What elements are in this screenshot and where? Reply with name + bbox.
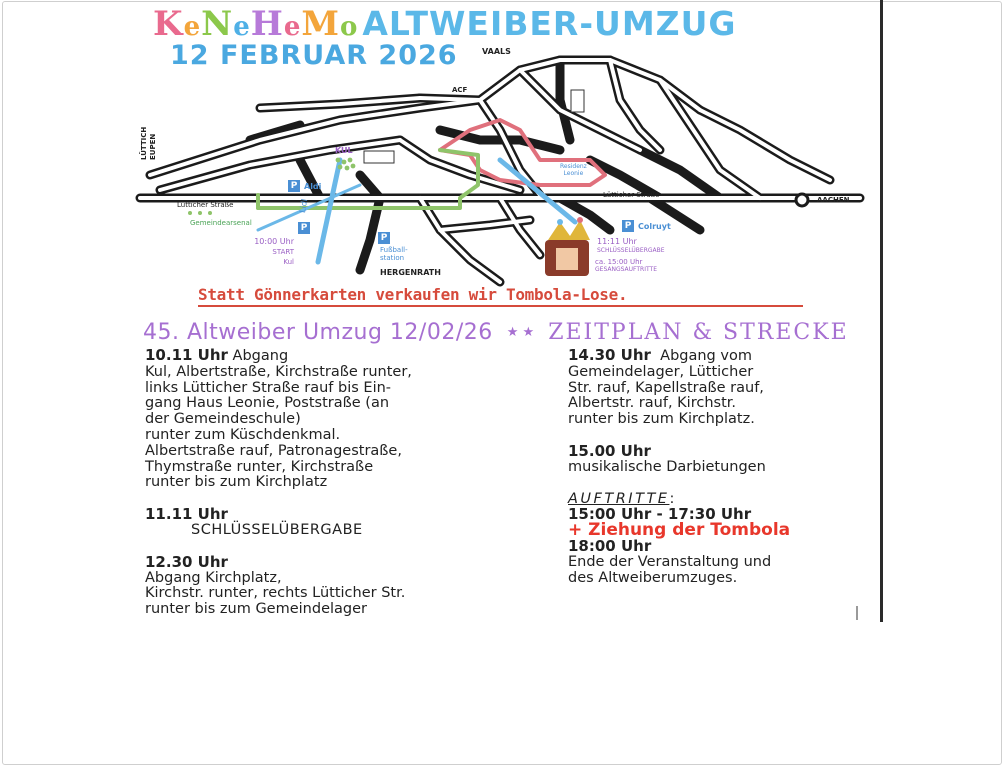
- time-1500: 15.00 Uhr: [568, 441, 651, 460]
- parking-icon-lidl: P: [298, 222, 310, 234]
- time-range-performances: 15:00 Uhr - 17:30 Uhr: [568, 505, 752, 524]
- line: Thymstraße runter, Kirchstraße: [145, 458, 374, 475]
- parking-icon-colruyt: P: [622, 220, 634, 232]
- road-luetticher-strasse-right: Lütticher Straße: [603, 191, 660, 199]
- place-vaals: VAALS: [482, 47, 511, 56]
- parking-icon-fussballstation: P: [378, 232, 390, 244]
- start-note: [232, 237, 294, 267]
- section-heading: [143, 320, 849, 345]
- line: Kirchstr. runter, rechts Lütticher Str.: [145, 585, 406, 602]
- place-gemeindearsenal: Gemeindearsenal: [190, 219, 252, 227]
- key-note-text: SCHLÜSSELÜBERGABE: [597, 247, 665, 254]
- start-note-line2: START: [272, 248, 294, 256]
- line: Gemeindelager, Lütticher: [568, 363, 754, 380]
- schedule-left: [145, 348, 545, 634]
- parking-icon-aldi: P: [288, 180, 300, 192]
- brand-letter: N: [201, 4, 234, 44]
- line: runter bis zum Kirchplatz: [145, 474, 328, 491]
- brand-letter: K: [153, 4, 184, 44]
- time-1011: 10.11 Uhr: [145, 346, 228, 364]
- line: gang Haus Leonie, Poststraße (an: [145, 395, 390, 412]
- schedule-block-1011: [145, 348, 545, 491]
- place-residenz-leonie: Residenz Leonie: [560, 163, 587, 177]
- tombola-banner: Statt Gönnerkarten verkaufen wir Tombola-Lose.: [198, 285, 803, 307]
- line: Albertstraße rauf, Patronagestraße,: [145, 442, 402, 459]
- heading-schedule: ZEITPLAN & STRECKE: [548, 320, 849, 345]
- roundabout-icon: [796, 194, 808, 206]
- place-aldi: Aldi: [304, 182, 322, 191]
- schedule-block-1230: [145, 552, 545, 618]
- line: links Lütticher Straße rauf bis Ein-: [145, 379, 392, 396]
- brand-letter: H: [250, 4, 284, 44]
- start-note-line3: Kul: [283, 258, 294, 266]
- place-kul: KUL: [335, 146, 353, 155]
- line: des Altweiberumzuges.: [568, 569, 738, 586]
- song-note-time: ca. 15:00 Uhr: [595, 258, 643, 266]
- gemeindearsenal-marker: [188, 211, 212, 215]
- time-1800: 18:00 Uhr: [568, 536, 652, 555]
- start-note-time: 10:00 Uhr: [254, 237, 294, 246]
- event-date: 12 FEBRUAR 2026: [170, 40, 458, 71]
- line: Abgang Kirchplatz,: [145, 569, 282, 586]
- tombola-draw: + Ziehung der Tombola: [568, 520, 791, 541]
- schedule-block-1430: [568, 348, 878, 428]
- brand-letter: e: [183, 12, 202, 42]
- key-handover: SCHLÜSSELÜBERGABE: [191, 521, 363, 538]
- song-note: [595, 258, 657, 274]
- brand-letter: e: [233, 12, 251, 42]
- line: der Gemeindeschule): [145, 411, 301, 428]
- page-edge-mark: [856, 606, 858, 620]
- place-acf: ACF: [452, 86, 468, 94]
- schedule-right: [568, 348, 878, 602]
- event-title: ALTWEIBER-UMZUG: [362, 4, 737, 43]
- brand-letter: M: [301, 4, 341, 44]
- jester-icon: [545, 217, 590, 276]
- heading-event: 45. Altweiber Umzug 12/02/26: [143, 320, 493, 345]
- line: Str. rauf, Kapellstraße rauf,: [568, 379, 764, 396]
- key-handover-note: [597, 237, 665, 255]
- line: runter zum Küschdenkmal.: [145, 426, 341, 443]
- auftritte-colon: :: [669, 490, 675, 507]
- brand-letter: o: [340, 12, 359, 42]
- music-performances: musikalische Darbietungen: [568, 458, 766, 475]
- place-aachen: AACHEN: [817, 196, 850, 204]
- place-hergenrath: HERGENRATH: [380, 268, 441, 277]
- time-1230: 12.30 Uhr: [145, 552, 228, 571]
- block-title: Abgang: [232, 348, 289, 364]
- key-note-time: 11:11 Uhr: [597, 237, 637, 246]
- brand-letter: e: [283, 12, 302, 42]
- schedule-block-1111: [145, 507, 545, 539]
- auftritte-label: AUFTRITTE: [568, 490, 670, 507]
- line: Albertstr. rauf, Kirchstr.: [568, 395, 736, 412]
- song-note-text: GESANGSAUFTRITTE: [595, 266, 657, 273]
- time-1111: 11.11 Uhr: [145, 505, 228, 524]
- heading-stars: ★ ★: [506, 325, 535, 340]
- place-colruyt: Colruyt: [638, 222, 671, 231]
- time-1430: 14.30 Uhr: [568, 346, 651, 364]
- line: runter bis zum Gemeindelager: [145, 601, 367, 618]
- road-luetticher-strasse-left: Lütticher Straße: [177, 201, 234, 209]
- line: Kul, Albertstraße, Kirchstraße runter,: [145, 363, 412, 380]
- place-luettich-eupen: LÜTTICH EUPEN: [140, 126, 157, 160]
- schedule-block-auftritte: [568, 492, 878, 587]
- schedule-block-1500: [568, 441, 878, 476]
- line: runter bis zum Kirchplatz.: [568, 411, 755, 428]
- block-title: Abgang vom: [660, 348, 752, 364]
- line: Ende der Veranstaltung und: [568, 553, 772, 570]
- place-fussballstation: Fußball- station: [380, 246, 408, 262]
- route-blue-start: [318, 160, 340, 262]
- place-lidl: Lidl: [298, 198, 310, 214]
